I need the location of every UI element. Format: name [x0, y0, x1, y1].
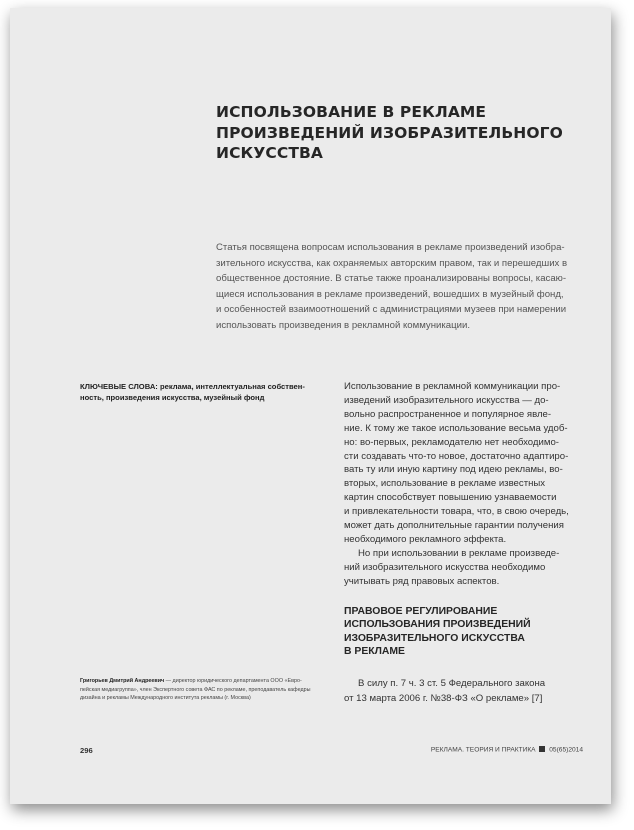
title-line: ПРОИЗВЕДЕНИЙ ИЗОБРАЗИТЕЛЬНОГО — [216, 123, 563, 142]
keywords — [80, 381, 320, 403]
body-line: вольно распространенное и популярное явле- — [344, 408, 552, 420]
section-body — [344, 677, 594, 706]
body-line: ний изобразительного искусства необходимо — [344, 561, 546, 573]
body-line: учитывать ряд правовых аспектов. — [344, 575, 500, 587]
body-line: Использование в рекламной коммуникации про- — [344, 381, 561, 392]
body-line: Но при использовании в рекламе произведе- — [358, 547, 560, 559]
section-body-line: от 13 марта 2006 г. №38-ФЗ «О рекламе» [7] — [344, 692, 543, 704]
abstract-line: щиеся использования в рекламе произведений, вошедших в музейный фонд, — [216, 288, 564, 300]
author-info — [80, 677, 330, 703]
section-body-line: В силу п. 7 ч. 3 ст. 5 Федерального закона — [358, 678, 546, 689]
body-line: необходимого рекламного эффекта. — [344, 533, 507, 545]
body-line: может дать дополнительные гарантии получения — [344, 520, 564, 532]
section-heading-line: ПРАВОВОЕ РЕГУЛИРОВАНИЕ — [344, 606, 498, 617]
section-heading-line: ИЗОБРАЗИТЕЛЬНОГО ИСКУССТВА — [344, 632, 525, 644]
issue-number: 05(65)2014 — [549, 746, 583, 754]
page-number: 296 — [80, 746, 93, 755]
abstract-line: Статья посвящена вопросам использования в рекламе произведений изобра- — [216, 242, 565, 253]
keywords-text: реклама, интеллектуальная собствен- — [157, 382, 305, 391]
body-line: и привлекательности товара, что, в свою очередь, — [344, 506, 569, 518]
body-line: но: во-первых, рекламодателю нет необходимо- — [344, 436, 560, 448]
abstract-line: использовать произведения в рекламной коммуникации. — [216, 319, 470, 331]
title-line: ИСКУССТВА — [216, 144, 324, 162]
section-heading-line: В РЕКЛАМЕ — [344, 646, 405, 658]
body-line: вторых, использование в рекламе известных — [344, 478, 546, 490]
journal-name: РЕКЛАМА. ТЕОРИЯ И ПРАКТИКА — [430, 746, 536, 754]
author-bio: — директор юридического департамента ООО «Евро- — [164, 678, 302, 684]
abstract-line: общественное достояние. В статье также проанализированы вопросы, касаю- — [216, 273, 567, 285]
body-line: ние. К тому же такое использование весьма удоб- — [344, 422, 568, 434]
body-line: сти создавать что-то новое, достаточно адаптиро- — [344, 450, 569, 462]
journal-page — [10, 8, 611, 804]
body-line: картин способствует повышению узнаваемости — [344, 492, 557, 504]
author-name: Григорьев Дмитрий Андреевич — [80, 678, 165, 684]
author-bio: пейская медиагруппа», член Экспертного совета ФАС по рекламе, преподаватель кафедры — [80, 686, 311, 693]
keywords-text: ность, произведения искусства, музейный фонд — [80, 393, 265, 402]
article-title — [216, 102, 576, 164]
abstract — [216, 240, 588, 334]
abstract-line: зительного искусства, как охраняемых авторским правом, так и перешедших в — [216, 257, 568, 269]
title-line: ИСПОЛЬЗОВАНИЕ В РЕКЛАМЕ — [216, 103, 487, 121]
section-heading-line: ИСПОЛЬЗОВАНИЯ ПРОИЗВЕДЕНИЙ — [344, 619, 531, 631]
square-separator-icon — [539, 746, 545, 752]
running-head — [431, 746, 583, 754]
section-heading — [344, 605, 594, 659]
body-text — [344, 380, 594, 589]
body-line: изведений изобразительного искусства — до- — [344, 394, 549, 406]
author-bio: дизайна и рекламы Международного института рекламы (г. Москва) — [80, 695, 251, 702]
body-line: вать ту или иную картину под идею рекламы, во- — [344, 464, 563, 476]
abstract-line: и особенностей взаимоотношений с администрациями музеев при намерении — [216, 304, 567, 316]
keywords-label: КЛЮЧЕВЫЕ СЛОВА: — [80, 382, 158, 391]
